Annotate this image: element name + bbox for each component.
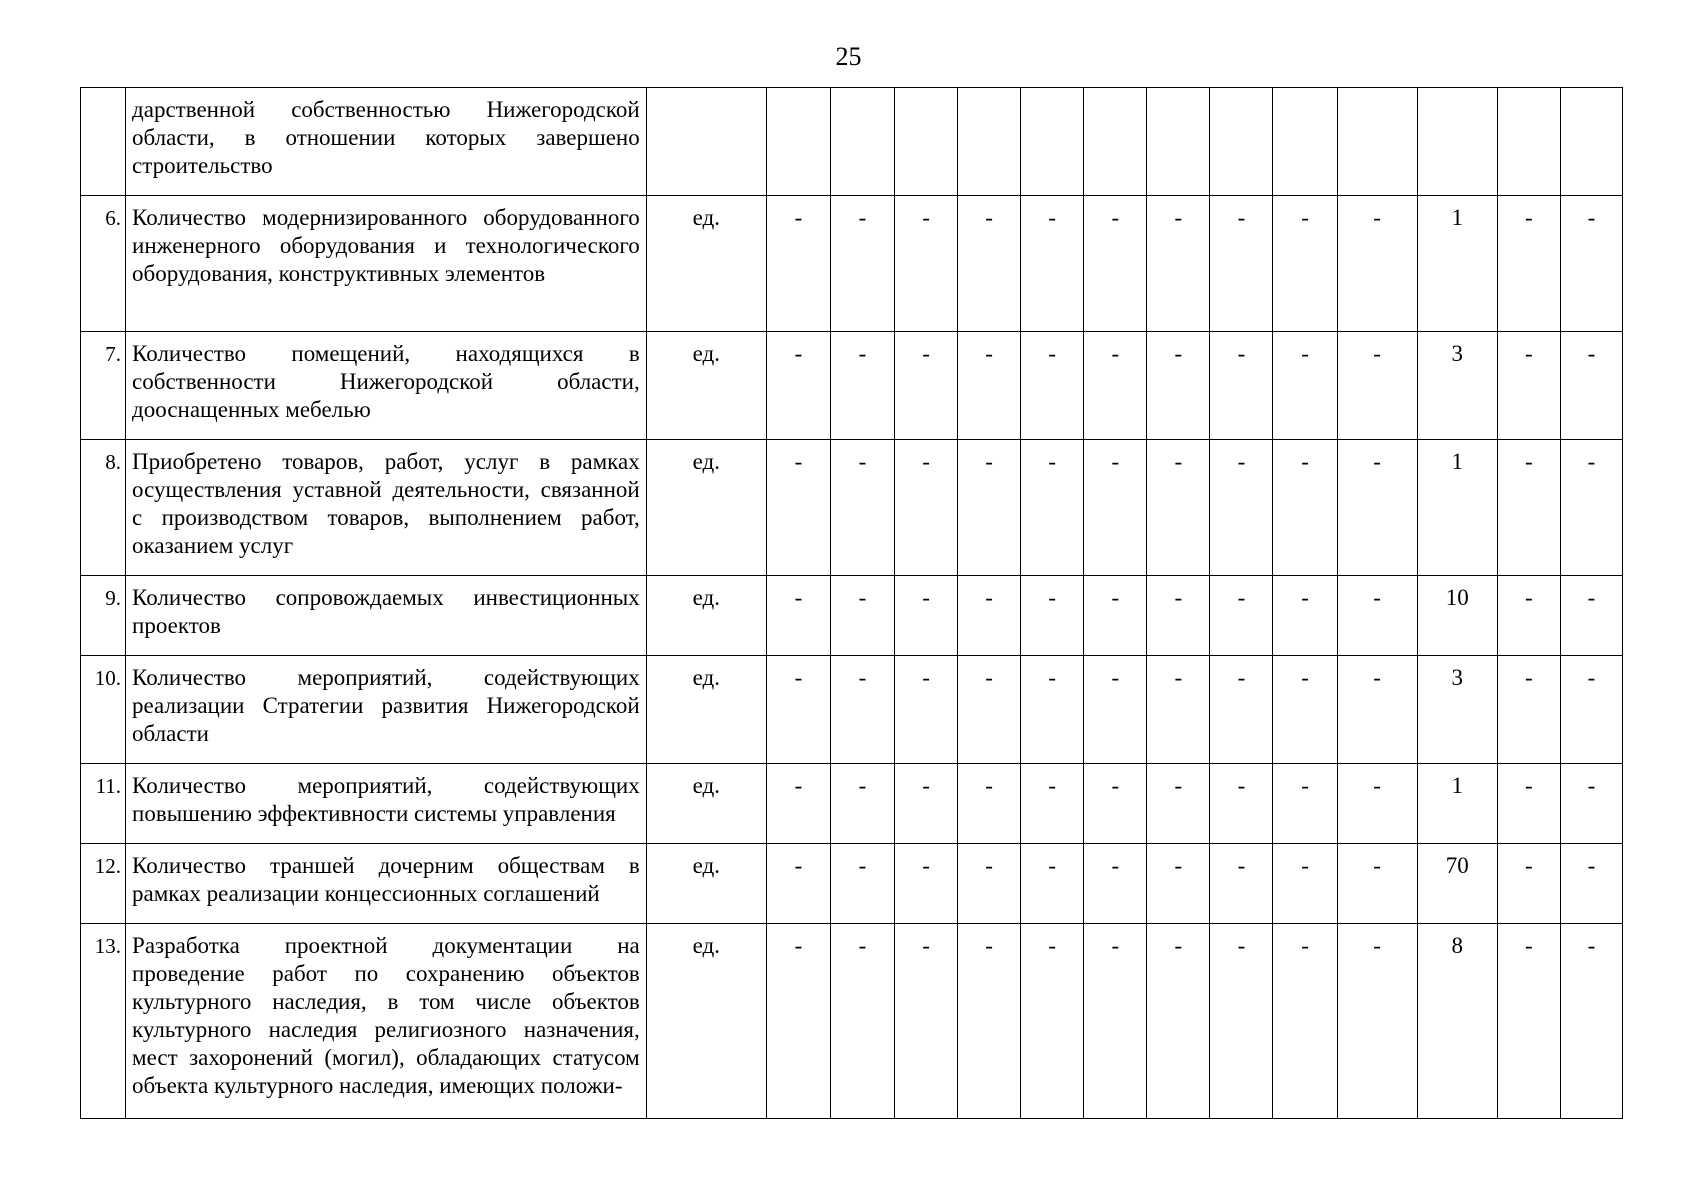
value-cell: - <box>1497 656 1560 764</box>
value-cell: - <box>958 924 1021 1119</box>
value-cell: - <box>895 844 958 924</box>
value-cell: - <box>958 844 1021 924</box>
value-cell: - <box>1273 196 1337 332</box>
value-cell: - <box>1497 332 1560 440</box>
unit-cell: ед. <box>646 576 766 656</box>
value-cell: - <box>1337 764 1417 844</box>
value-cell: - <box>1497 924 1560 1119</box>
value-cell: 8 <box>1417 924 1497 1119</box>
value-cell: 1 <box>1417 196 1497 332</box>
value-cell: - <box>1273 924 1337 1119</box>
value-cell: 3 <box>1417 656 1497 764</box>
value-cell: - <box>1337 332 1417 440</box>
value-cell: - <box>830 656 894 764</box>
value-cell: - <box>1021 576 1084 656</box>
value-cell <box>1560 88 1622 196</box>
value-cell: - <box>1147 764 1210 844</box>
table-row <box>81 844 1623 924</box>
row-number: 8. <box>81 440 126 576</box>
table-row <box>81 924 1623 1119</box>
value-cell: - <box>1560 764 1622 844</box>
value-cell: - <box>766 440 830 576</box>
value-cell: - <box>1147 332 1210 440</box>
value-cell: - <box>1084 656 1147 764</box>
value-cell: - <box>830 440 894 576</box>
table-row <box>81 576 1623 656</box>
value-cell: - <box>1210 924 1273 1119</box>
indicator-name: Приобретено товаров, работ, услуг в рамках осуществления уставной деятельности, связанной с производством товаров, выполнением работ, оказанием услуг <box>126 440 647 576</box>
value-cell: - <box>1560 656 1622 764</box>
value-cell: - <box>1497 764 1560 844</box>
value-cell: - <box>958 656 1021 764</box>
value-cell: - <box>895 924 958 1119</box>
value-cell: - <box>1021 656 1084 764</box>
value-cell: - <box>1273 656 1337 764</box>
value-cell: - <box>1497 844 1560 924</box>
unit-cell: ед. <box>646 844 766 924</box>
unit-cell: ед. <box>646 656 766 764</box>
value-cell: - <box>1560 332 1622 440</box>
value-cell: - <box>766 844 830 924</box>
row-number: 10. <box>81 656 126 764</box>
indicators-table <box>80 87 1623 1119</box>
indicator-name: Количество траншей дочерним обществам в рамках реализации концессионных соглашений <box>126 844 647 924</box>
value-cell: - <box>895 576 958 656</box>
value-cell: - <box>1021 332 1084 440</box>
value-cell <box>1021 88 1084 196</box>
value-cell <box>1497 88 1560 196</box>
value-cell: - <box>1337 924 1417 1119</box>
value-cell <box>766 88 830 196</box>
value-cell: - <box>1084 196 1147 332</box>
value-cell: - <box>766 332 830 440</box>
value-cell: - <box>1337 844 1417 924</box>
indicator-name: Количество модернизированного оборудованного инженерного оборудования и технологического оборудования, конструктивных элементов <box>126 196 647 332</box>
value-cell: - <box>1497 440 1560 576</box>
value-cell: - <box>766 924 830 1119</box>
value-cell: - <box>958 440 1021 576</box>
value-cell: - <box>1021 440 1084 576</box>
value-cell: - <box>1210 656 1273 764</box>
value-cell: - <box>1560 440 1622 576</box>
table-row <box>81 332 1623 440</box>
page-number: 25 <box>835 42 862 71</box>
value-cell: - <box>895 196 958 332</box>
value-cell: - <box>1147 196 1210 332</box>
value-cell: - <box>895 764 958 844</box>
value-cell <box>1337 88 1417 196</box>
value-cell: - <box>830 196 894 332</box>
value-cell: - <box>958 576 1021 656</box>
value-cell: - <box>830 576 894 656</box>
value-cell: 1 <box>1417 764 1497 844</box>
value-cell: - <box>958 196 1021 332</box>
value-cell: - <box>1210 844 1273 924</box>
value-cell: - <box>1147 924 1210 1119</box>
indicator-name: Количество мероприятий, содействующих реализации Стратегии развития Нижегородской области <box>126 656 647 764</box>
table-row <box>81 656 1623 764</box>
value-cell: - <box>1497 196 1560 332</box>
value-cell: - <box>1273 332 1337 440</box>
value-cell: - <box>830 764 894 844</box>
row-number: 9. <box>81 576 126 656</box>
value-cell <box>830 88 894 196</box>
value-cell: - <box>1084 576 1147 656</box>
unit-cell <box>646 88 766 196</box>
value-cell: - <box>1337 656 1417 764</box>
unit-cell: ед. <box>646 196 766 332</box>
value-cell: - <box>1560 924 1622 1119</box>
value-cell: - <box>1210 440 1273 576</box>
value-cell: 1 <box>1417 440 1497 576</box>
value-cell: - <box>1021 844 1084 924</box>
value-cell: - <box>1273 844 1337 924</box>
value-cell: - <box>1147 844 1210 924</box>
value-cell: - <box>1021 764 1084 844</box>
table-body <box>81 88 1623 1119</box>
table-row <box>81 196 1623 332</box>
row-number <box>81 88 126 196</box>
value-cell: - <box>1560 196 1622 332</box>
value-cell: - <box>1084 844 1147 924</box>
value-cell <box>958 88 1021 196</box>
value-cell <box>1084 88 1147 196</box>
value-cell: - <box>1560 844 1622 924</box>
unit-cell: ед. <box>646 440 766 576</box>
value-cell: - <box>766 764 830 844</box>
table-row <box>81 88 1623 196</box>
value-cell <box>1417 88 1497 196</box>
value-cell: - <box>1147 576 1210 656</box>
row-number: 12. <box>81 844 126 924</box>
row-number: 7. <box>81 332 126 440</box>
value-cell <box>895 88 958 196</box>
unit-cell: ед. <box>646 764 766 844</box>
unit-cell: ед. <box>646 332 766 440</box>
value-cell: 70 <box>1417 844 1497 924</box>
value-cell: - <box>766 576 830 656</box>
value-cell: - <box>1021 196 1084 332</box>
value-cell <box>1273 88 1337 196</box>
value-cell: - <box>1273 576 1337 656</box>
value-cell: - <box>1147 440 1210 576</box>
value-cell: - <box>1147 656 1210 764</box>
value-cell: - <box>766 656 830 764</box>
indicator-name: Количество помещений, находящихся в собственности Нижегородской области, дооснащенных мебелью <box>126 332 647 440</box>
value-cell: - <box>1210 576 1273 656</box>
indicator-name: Разработка проектной документации на проведение работ по сохранению объектов культурного наследия, в том числе объектов культурного наследия религиозного назначения, мест захоронений (могил), обладающих статусом объекта культурного наследия, имеющих положи- <box>126 924 647 1119</box>
indicator-name: Количество мероприятий, содействующих повышению эффективности системы управления <box>126 764 647 844</box>
value-cell: - <box>1210 196 1273 332</box>
indicator-name: Количество сопровождаемых инвестиционных проектов <box>126 576 647 656</box>
value-cell: - <box>895 332 958 440</box>
value-cell: 3 <box>1417 332 1497 440</box>
value-cell: - <box>1084 440 1147 576</box>
value-cell: 10 <box>1417 576 1497 656</box>
unit-cell: ед. <box>646 924 766 1119</box>
value-cell: - <box>1084 924 1147 1119</box>
value-cell: - <box>1337 576 1417 656</box>
value-cell: - <box>1560 576 1622 656</box>
value-cell: - <box>958 332 1021 440</box>
value-cell: - <box>1210 764 1273 844</box>
value-cell: - <box>1337 196 1417 332</box>
table-row <box>81 440 1623 576</box>
value-cell: - <box>1084 764 1147 844</box>
value-cell: - <box>1084 332 1147 440</box>
value-cell <box>1210 88 1273 196</box>
value-cell: - <box>766 196 830 332</box>
value-cell: - <box>830 844 894 924</box>
value-cell <box>1147 88 1210 196</box>
row-number: 11. <box>81 764 126 844</box>
indicator-name: дарственной собственностью Нижегородской области, в отношении которых завершено строительство <box>126 88 647 196</box>
value-cell: - <box>830 332 894 440</box>
value-cell: - <box>1273 440 1337 576</box>
row-number: 6. <box>81 196 126 332</box>
value-cell: - <box>830 924 894 1119</box>
value-cell: - <box>1021 924 1084 1119</box>
value-cell: - <box>958 764 1021 844</box>
value-cell: - <box>895 656 958 764</box>
value-cell: - <box>1497 576 1560 656</box>
value-cell: - <box>1337 440 1417 576</box>
value-cell: - <box>1273 764 1337 844</box>
table-row <box>81 764 1623 844</box>
value-cell: - <box>1210 332 1273 440</box>
row-number: 13. <box>81 924 126 1119</box>
value-cell: - <box>895 440 958 576</box>
